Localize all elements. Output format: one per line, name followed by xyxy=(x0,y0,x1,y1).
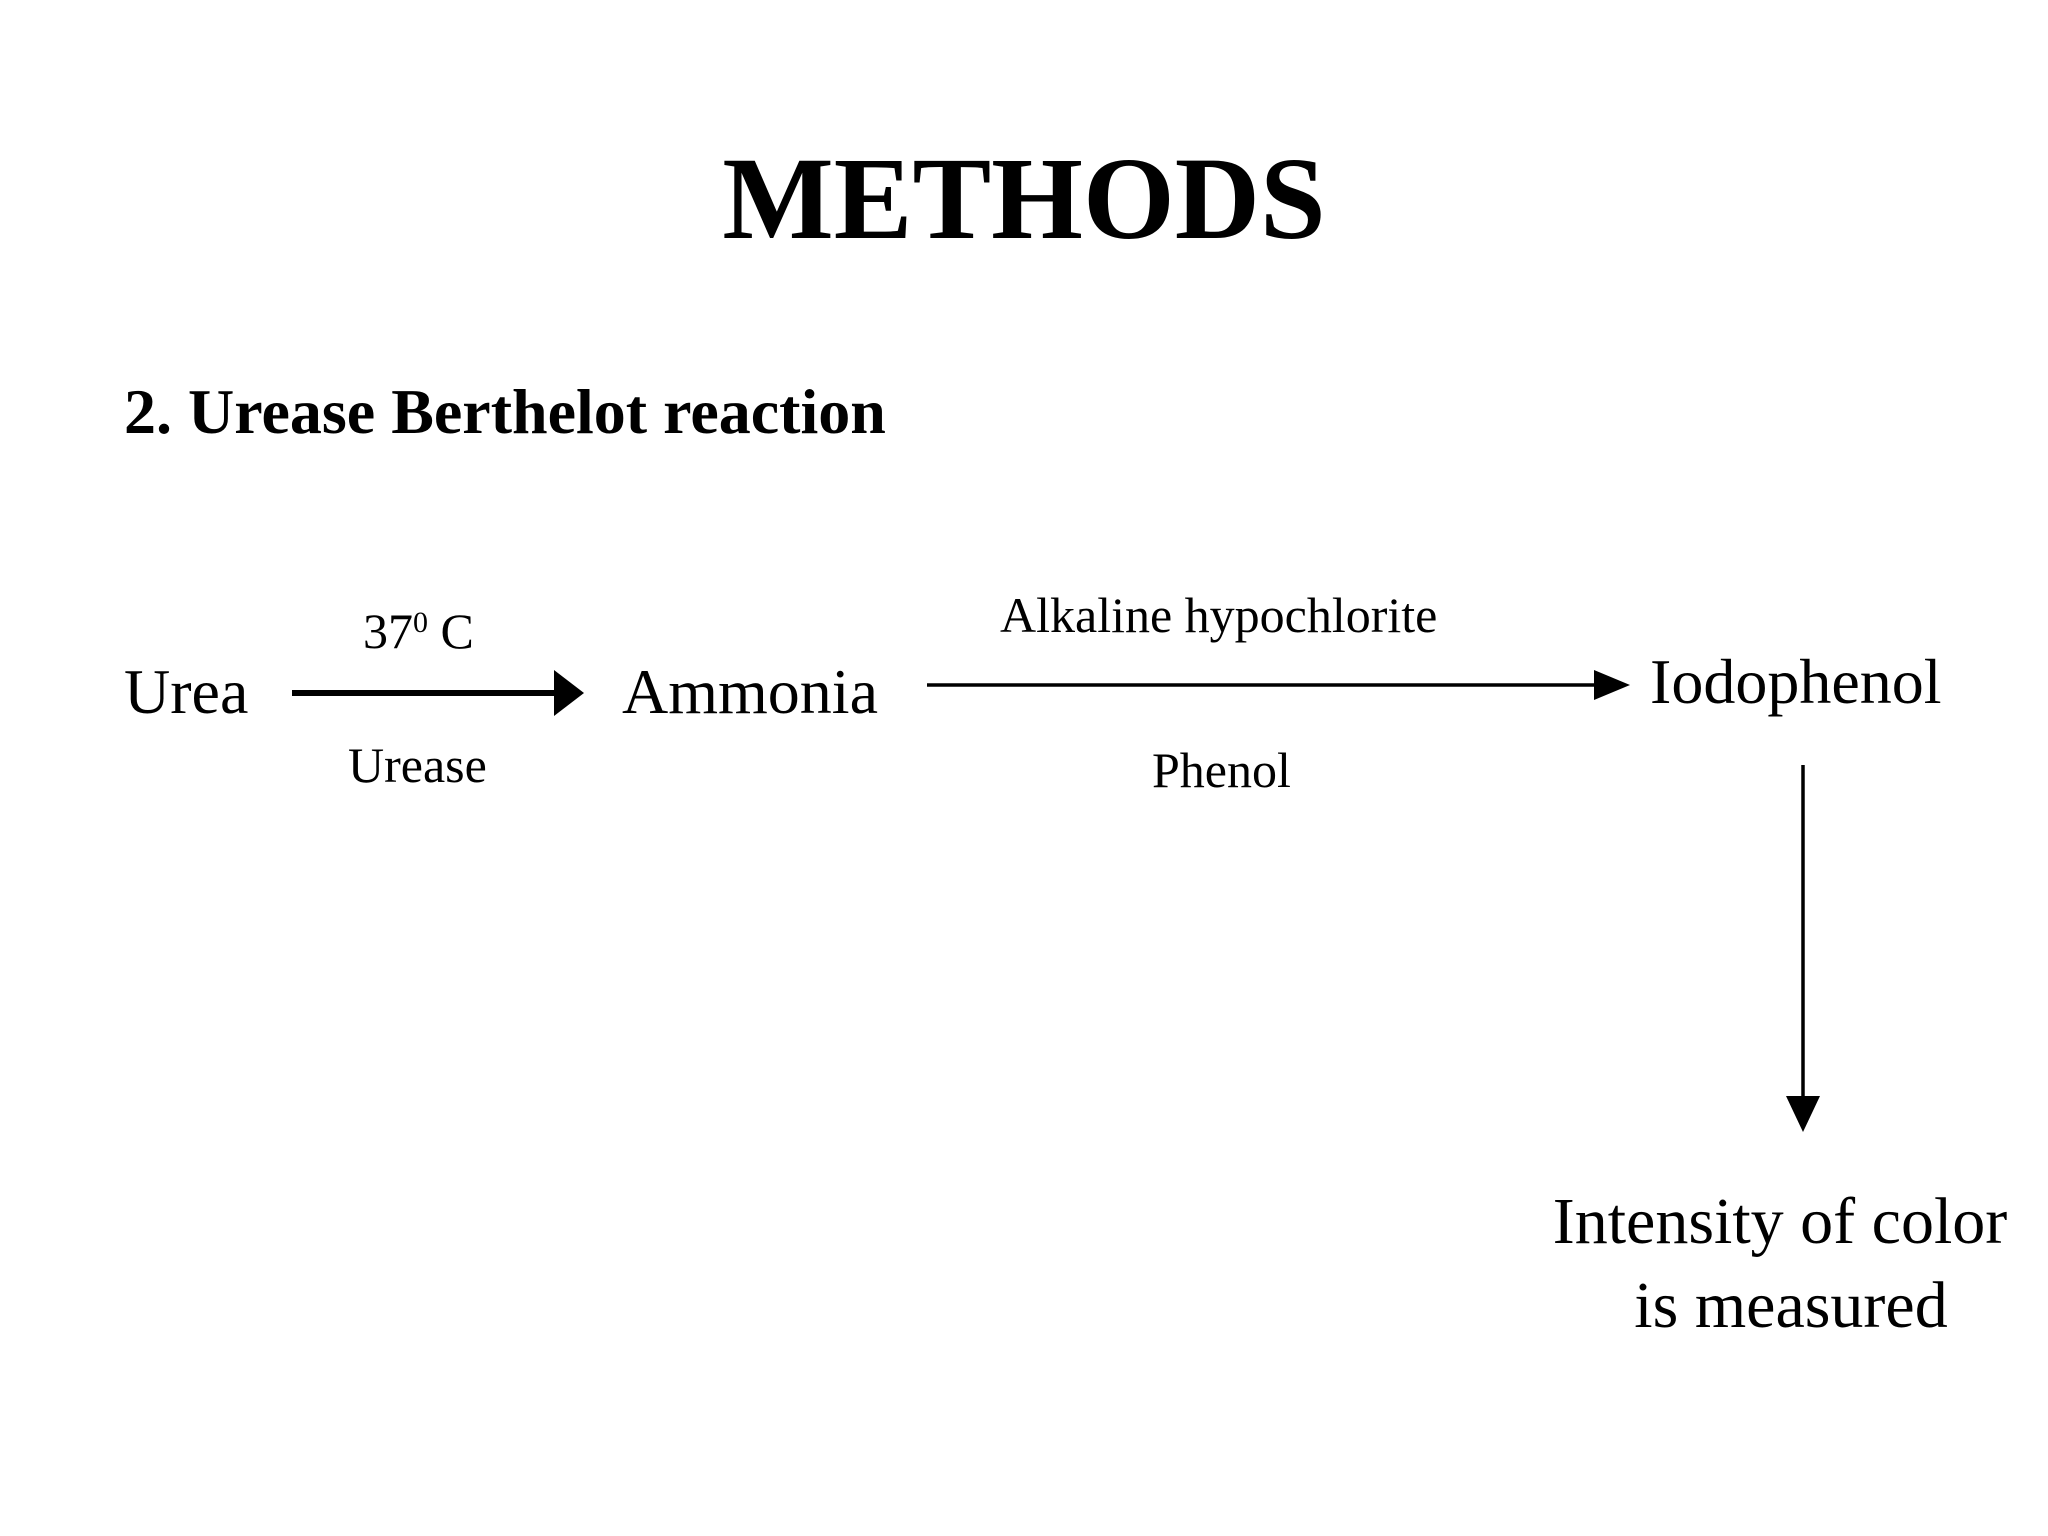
arrow-urea-to-ammonia-head xyxy=(554,670,584,716)
temperature-superscript: 0 xyxy=(413,606,428,639)
result-line-2: is measured xyxy=(1634,1269,1948,1342)
slide-title: METHODS xyxy=(722,133,1326,264)
result-line-1: Intensity of color xyxy=(1552,1185,2008,1258)
step2-reagent-top-label: Alkaline hypochlorite xyxy=(1000,587,1438,643)
arrow-iodophenol-to-result-head xyxy=(1786,1096,1820,1132)
arrow-ammonia-to-iodophenol xyxy=(927,670,1630,700)
section-heading: 2. Urease Berthelot reaction xyxy=(124,376,886,447)
step1-enzyme-label: Urease xyxy=(348,737,487,793)
arrow-iodophenol-to-result xyxy=(1786,765,1820,1132)
temperature-value: 37 xyxy=(363,603,413,659)
node-ammonia: Ammonia xyxy=(622,656,878,727)
arrow-ammonia-to-iodophenol-head xyxy=(1594,670,1630,700)
step2-reagent-bottom-label: Phenol xyxy=(1152,742,1291,798)
node-urea: Urea xyxy=(124,656,249,727)
temperature-unit: C xyxy=(428,603,474,659)
arrow-urea-to-ammonia xyxy=(292,670,584,716)
node-iodophenol: Iodophenol xyxy=(1650,646,1942,717)
